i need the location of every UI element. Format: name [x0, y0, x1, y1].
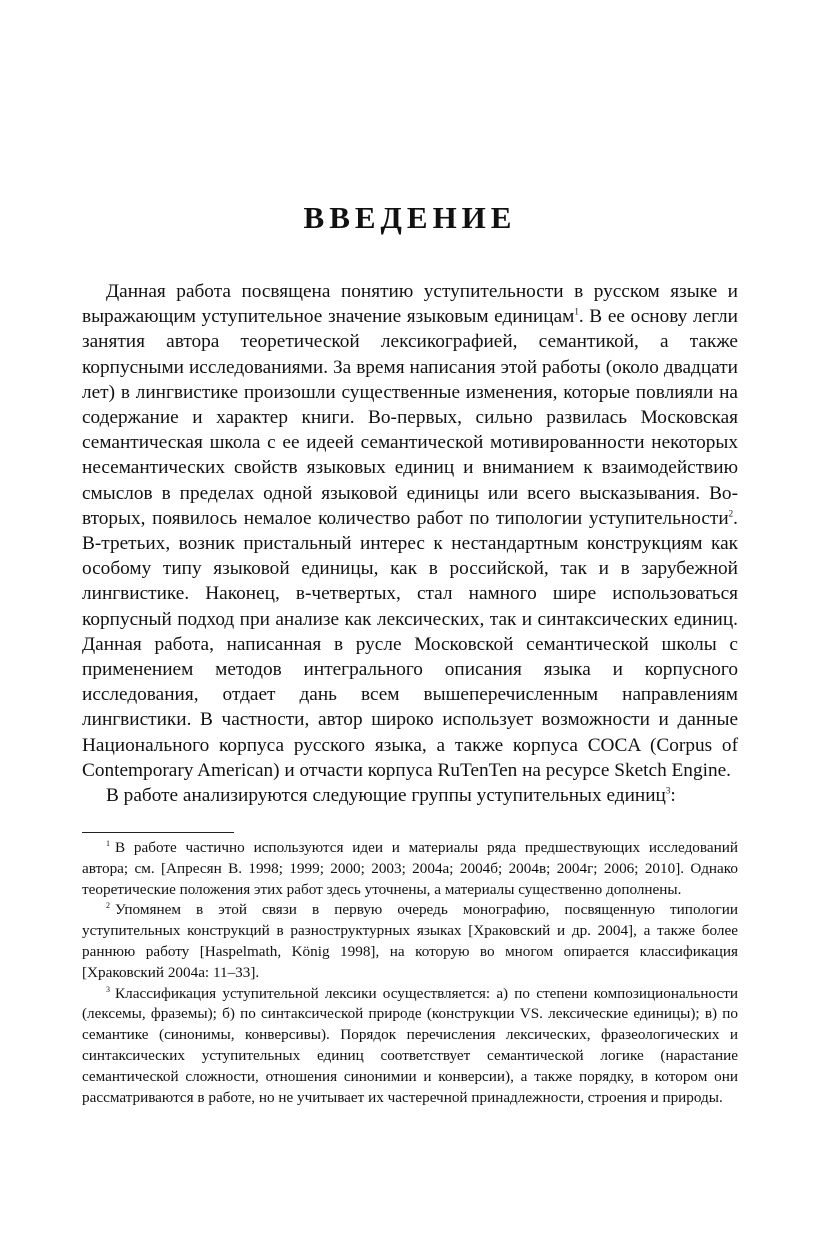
paragraph-text: В работе анализируются следующие группы уступительных единиц — [106, 785, 666, 807]
footnote-2 — [82, 900, 738, 983]
footnote-text: Упомянем в этой связи в первую очередь монографию, посвященную типологии уступительных конструкций в разноструктурных языках [Храковский и др. 2004], а также более раннюю работу [Haspelmath, König 1998], на которую во многом опирается классификация [Храковский 2004а: 11–33]. — [82, 901, 738, 981]
paragraph-text: . В-третьих, возник пристальный интерес к нестандартным конструкциям как особому типу языковой единицы, как в российской, так и в зарубежной лингвистике. Наконец, в-четвертых, стал намного шире использоваться корпусный подход при анализе как лексических, так и синтаксических единиц. Данная работа, написанная в русле Московской семантической школы с применением методов интегрального описания языка и корпусного исследования, отдает дань всем вышеперечисленным направлениям лингвистики. В частности, автор широко использует возможности и данные Национального корпуса русского языка, а также корпуса COCA (Corpus of Contemporary American) и отчасти корпуса RuTenTen на ресурсе Sketch Engine. — [82, 507, 738, 781]
chapter-title: ВВЕДЕНИЕ — [303, 200, 517, 235]
footnote-3 — [82, 984, 738, 1109]
footnote-divider — [82, 832, 234, 833]
footnote-marker: 2 — [106, 901, 110, 911]
footnote-1 — [82, 838, 738, 900]
footnote-ref-1: 1 — [574, 306, 579, 317]
footnote-ref-3: 3 — [665, 785, 671, 796]
paragraph-groups — [82, 783, 738, 808]
paragraph-intro — [82, 279, 738, 783]
footnotes — [82, 838, 738, 1108]
footnote-marker: 3 — [106, 984, 110, 994]
footnote-ref-2: 2 — [728, 508, 734, 519]
paragraph-text: . В ее основу легли занятия автора теоретической лексикографией, семантикой, а также корпусными исследованиями. За время написания этой работы (около двадцати лет) в лингвистике произошли существенные изменения, которые повлияли на содержание и характер книги. Во-первых, сильно развилась Московская семантическая школа с ее идеей семантической мотивированности некоторых несемантических свойств языковых единиц и вниманием к взаимодействию смыслов в пределах одной языковой единицы или всего высказывания. Во-вторых, появилось немалое количество работ по типологии уступительности — [82, 306, 738, 529]
book-page — [82, 0, 738, 1241]
main-text — [82, 279, 738, 808]
paragraph-text: : — [670, 785, 676, 807]
footnote-text: В работе частично используются идеи и материалы ряда предшествующих исследований автора; см. [Апресян В. 1998; 1999; 2000; 2003; 2004а; 2004б; 2004в; 2004г; 2006; 2010]. Однако теоретические положения этих работ здесь уточнены, а материалы существенно дополнены. — [82, 839, 738, 898]
footnote-marker: 1 — [106, 838, 110, 848]
paragraph-text: Данная работа посвящена понятию уступительности в русском языке и выражающим уступительное значение языковым единицам — [82, 281, 738, 328]
footnote-text: Классификация уступительной лексики осуществляется: а) по степени композициональности (лексемы, фраземы); б) по синтаксической природе (конструкции VS. лексические единицы); в) по семантике (синонимы, конверсивы). Порядок перечисления лексических, фразеологических и синтаксических уступительных единиц соответствует семантической логике (нарастание семантической сложности, отношения синонимии и конверсии), а также порядку, в котором они рассматриваются в работе, но не учитывает их частеречной принадлежности, строения и природы. — [82, 984, 738, 1106]
